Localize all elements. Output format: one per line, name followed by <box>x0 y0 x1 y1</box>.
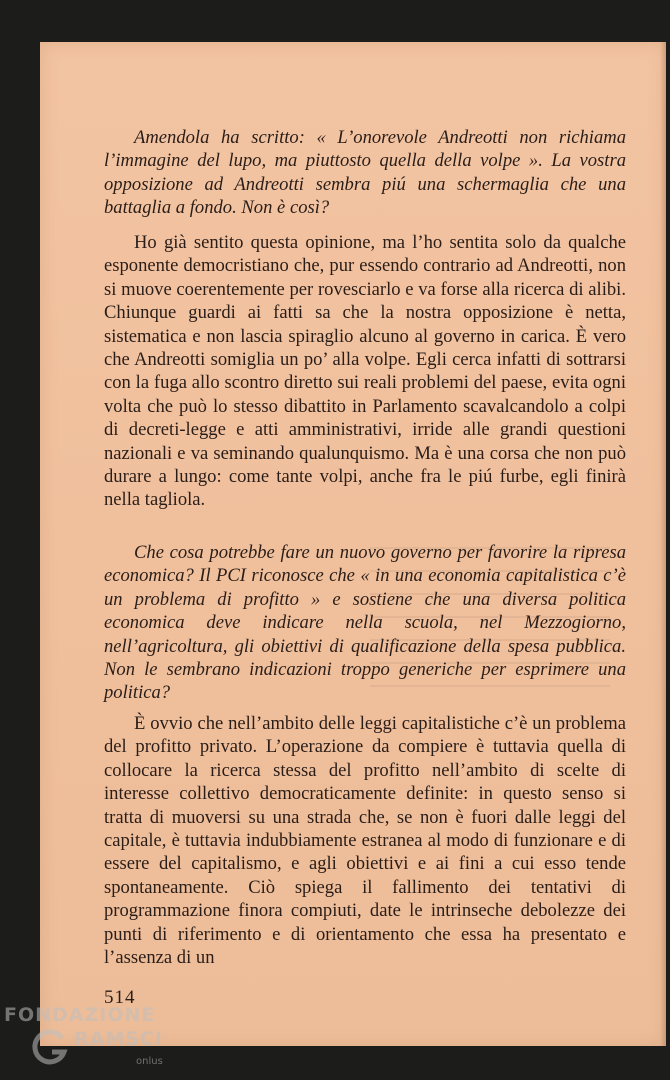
g-logo-icon <box>30 1028 70 1068</box>
question-1: Amendola ha scritto: « L’onorevole Andreotti non richiama l’immagine del lupo, ma piuttosto quella della volpe ». La vostra opposizione ad Andreotti sembra piú una schermaglia che una battaglia a fondo. Non è così? <box>104 127 626 219</box>
page-number: 514 <box>104 987 136 1008</box>
question-2: Che cosa potrebbe fare un nuovo governo per favorire la ripresa economica? Il PCI riconosce che « in una economia capitalistica c’è un problema di profitto » e sostiene che una diversa politica economica deve indicare nella scuola, nel Mezzogiorno, nell’agricoltura, gli obiettivi di qualificazione della spesa pubblica. Non le sembrano indicazioni troppo generiche per esprimere una politica? <box>104 542 626 704</box>
page-edge-shadow <box>660 42 666 1046</box>
book-page <box>40 42 666 1046</box>
watermark-line1: FONDAZIONE <box>4 1004 156 1026</box>
watermark <box>4 1004 204 1080</box>
answer-1: Ho già sentito questa opinione, ma l’ho sentita solo da qualche esponente democristiano che, pur essendo contrario ad Andreotti, non si muove coerentemente per rovesciarlo e va forse alla ricerca di alibi. Chiunque guardi ai fatti sa che la nostra opposizione è netta, sistematica e non lascia spiraglio alcuno al governo in carica. È vero che Andreotti somiglia un po’ alla volpe. Egli cerca infatti di sottrarsi con la fuga allo scontro diretto sui reali problemi del paese, evita ogni volta che può lo stesso dibattito in Parlamento scavalcandolo a colpi di decreti-legge e atti amministrativi, irride alle grandi questioni nazionali e va seminando qualunquismo. Ma è una corsa che non può durare a lungo: come tante volpi, anche fra le piú furbe, egli finirà nella tagliola. <box>104 232 626 511</box>
answer-2: È ovvio che nell’ambito delle leggi capitalistiche c’è un problema del profitto privato. L’operazione da compiere è tuttavia quella di collocare la ricerca stessa del profitto nell’ambito di scelte di interesse collettivo democraticamente definite: in questo senso si tratta di muoversi su una strada che, se non è fuori dalle leggi del capitale, è tuttavia indubbiamente estranea al modo di funzionare e di essere del capitalismo, e agli obiettivi e ai fini a cui esso tende spontaneamente. Ciò spiega il fallimento dei tentativi di programmazione finora compiuti, date le intrinseche debolezze dei punti di riferimento e di orientamento che essa ha presentato e l’assenza di un <box>104 713 626 969</box>
watermark-suffix: onlus <box>136 1056 163 1067</box>
watermark-line2: RAMSCI <box>74 1028 163 1050</box>
